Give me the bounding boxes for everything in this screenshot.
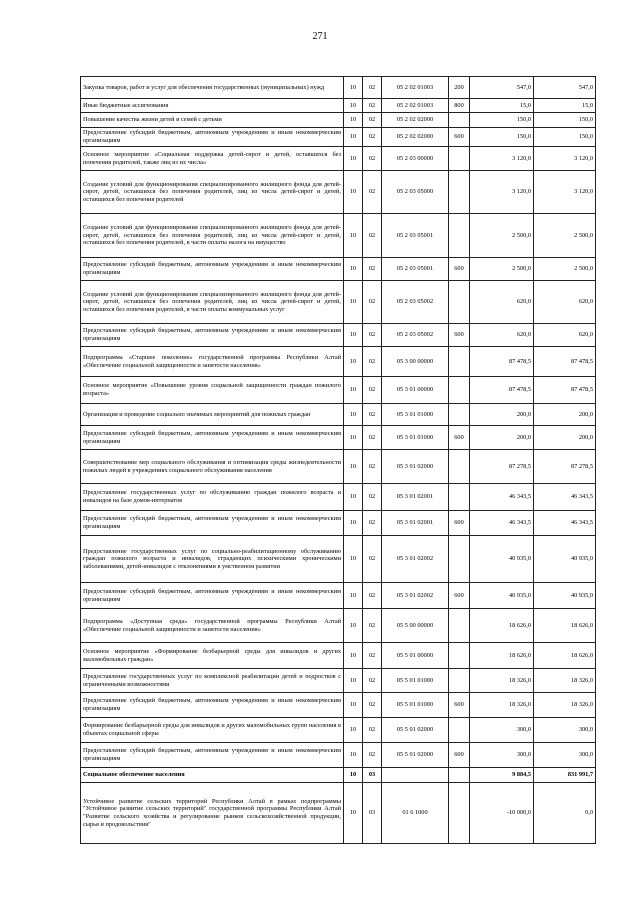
row-expense-type: 600 — [449, 258, 470, 281]
page-number: 271 — [312, 31, 328, 42]
row-amount-2: 150,0 — [534, 113, 596, 128]
row-subsection: 02 — [363, 214, 382, 258]
row-amount-1: 18 326,0 — [470, 693, 534, 718]
table-row — [81, 583, 596, 609]
table-row — [81, 77, 596, 99]
row-amount-2: 18 326,0 — [534, 693, 596, 718]
row-amount-1: 87 478,5 — [470, 377, 534, 404]
row-name: Основное мероприятие «Социальная поддержка детей-сирот и детей, оставшихся без попечения родителей, также лиц из их числа» — [81, 147, 344, 171]
row-amount-1: 18 626,0 — [470, 643, 534, 669]
row-target-article: 05 2 03 05002 — [382, 324, 449, 347]
row-target-article: 05 2 03 05001 — [382, 258, 449, 281]
row-name: Предоставление субсидий бюджетным, автономным учреждениям и иным некоммерческим организациям — [81, 693, 344, 718]
row-target-article: 05 3 01 02000 — [382, 450, 449, 484]
row-amount-2: 46 343,5 — [534, 484, 596, 511]
row-amount-1: 3 120,0 — [470, 147, 534, 171]
row-subsection: 02 — [363, 171, 382, 214]
row-subsection: 02 — [363, 484, 382, 511]
row-amount-1: 150,0 — [470, 113, 534, 128]
row-name: Устойчивое развитие сельских территорий Республики Алтай в рамках подпрограммы "Устойчивое развитие сельских территорий" государственной программы Республики Алтай "Развитие сельского хозяйства и регулирование рынков сельскохозяйственной продукции, сырья и продовольствия" — [81, 783, 344, 844]
table-row — [81, 536, 596, 583]
row-name: Предоставление субсидий бюджетным, автономным учреждениям и иным некоммерческим организациям — [81, 511, 344, 536]
row-amount-2: 15,0 — [534, 99, 596, 113]
row-expense-type — [449, 768, 470, 783]
row-section: 10 — [344, 147, 363, 171]
row-target-article: 05 5 01 00000 — [382, 643, 449, 669]
table-row — [81, 99, 596, 113]
row-amount-2: 150,0 — [534, 128, 596, 147]
table-row — [81, 743, 596, 768]
row-amount-1: 46 343,5 — [470, 511, 534, 536]
row-section: 10 — [344, 347, 363, 377]
row-target-article: 05 3 01 02002 — [382, 583, 449, 609]
row-target-article: 05 3 01 02002 — [382, 536, 449, 583]
row-target-article: 05 2 02 01003 — [382, 99, 449, 113]
row-subsection: 02 — [363, 347, 382, 377]
row-target-article: 05 3 01 02001 — [382, 511, 449, 536]
row-amount-2: 200,0 — [534, 426, 596, 450]
row-expense-type — [449, 281, 470, 324]
row-subsection: 02 — [363, 743, 382, 768]
row-subsection: 02 — [363, 609, 382, 643]
row-expense-type — [449, 404, 470, 426]
row-name: Повышение качества жизни детей и семей с детьми — [81, 113, 344, 128]
row-name: Создание условий для функционирования специализированного жилищного фонда для детей-сирот, детей, оставшихся без попечения родителей, лиц из числа детей-сирот и детей, оставшихся без попечения родителей, в части оплаты налога на имущество — [81, 214, 344, 258]
row-amount-2: 40 935,0 — [534, 583, 596, 609]
table-row — [81, 347, 596, 377]
row-name: Предоставление государственных услуг по социально-реабилитационному обслуживанию граждан пожилого возраста и инвалидов, страдающих психическими хроническими заболеваниями, детей-инвалидов с отклонениями в умственном развитии — [81, 536, 344, 583]
row-name: Предоставление государственных услуг по обслуживанию граждан пожилого возраста и инвалидов на базе домов-интернатов — [81, 484, 344, 511]
table-row — [81, 511, 596, 536]
row-section: 10 — [344, 583, 363, 609]
row-subsection: 02 — [363, 669, 382, 693]
row-name: Иные бюджетные ассигнования — [81, 99, 344, 113]
row-expense-type: 600 — [449, 693, 470, 718]
row-subsection: 02 — [363, 450, 382, 484]
row-expense-type: 600 — [449, 324, 470, 347]
row-expense-type: 800 — [449, 99, 470, 113]
row-subsection: 02 — [363, 404, 382, 426]
row-expense-type — [449, 484, 470, 511]
row-name: Предоставление субсидий бюджетным, автономным учреждениям и иным некоммерческим организациям — [81, 128, 344, 147]
row-amount-2: 3 120,0 — [534, 147, 596, 171]
row-target-article: 05 2 02 01003 — [382, 77, 449, 99]
row-target-article: 05 2 03 05002 — [382, 281, 449, 324]
row-amount-1: 3 120,0 — [470, 171, 534, 214]
row-subsection: 02 — [363, 583, 382, 609]
row-target-article: 05 2 03 05000 — [382, 171, 449, 214]
row-expense-type — [449, 214, 470, 258]
row-expense-type — [449, 536, 470, 583]
row-section: 10 — [344, 404, 363, 426]
row-name: Закупка товаров, работ и услуг для обеспечения государственных (муниципальных) нужд — [81, 77, 344, 99]
row-subsection: 02 — [363, 643, 382, 669]
row-name: Социальное обеспечение населения — [81, 768, 344, 783]
table-row — [81, 450, 596, 484]
row-target-article: 05 5 00 00000 — [382, 609, 449, 643]
table-row — [81, 643, 596, 669]
row-section: 10 — [344, 99, 363, 113]
row-amount-1: 200,0 — [470, 404, 534, 426]
row-section: 10 — [344, 171, 363, 214]
row-subsection: 02 — [363, 718, 382, 743]
row-name: Предоставление государственных услуг по комплексной реабилитации детей и подростков с ограниченными возможностями — [81, 669, 344, 693]
row-section: 10 — [344, 377, 363, 404]
table-row — [81, 404, 596, 426]
table-row — [81, 258, 596, 281]
row-target-article: 05 2 03 05001 — [382, 214, 449, 258]
row-amount-2: 2 500,0 — [534, 258, 596, 281]
row-name: Организация и проведение социально значимых мероприятий для пожилых граждан — [81, 404, 344, 426]
table-row — [81, 324, 596, 347]
row-amount-2: 18 626,0 — [534, 609, 596, 643]
row-target-article: 05 5 01 01000 — [382, 669, 449, 693]
row-amount-2: 18 626,0 — [534, 643, 596, 669]
row-section: 10 — [344, 258, 363, 281]
row-section: 10 — [344, 113, 363, 128]
row-section: 10 — [344, 426, 363, 450]
row-amount-1: 87 278,5 — [470, 450, 534, 484]
row-name: Предоставление субсидий бюджетным, автономным учреждениям и иным некоммерческим организациям — [81, 743, 344, 768]
row-subsection: 02 — [363, 693, 382, 718]
row-subsection: 02 — [363, 99, 382, 113]
row-amount-1: 87 478,5 — [470, 347, 534, 377]
row-amount-1: 40 935,0 — [470, 536, 534, 583]
row-target-article: 05 3 01 01000 — [382, 426, 449, 450]
row-name: Создание условий для функционирования специализированного жилищного фонда для детей-сирот, детей, оставшихся без попечения родителей, лиц из числа детей-сирот и детей, оставшихся без попечения родителей, в части оплаты коммунальных услуг — [81, 281, 344, 324]
row-subsection: 02 — [363, 281, 382, 324]
row-target-article: 05 3 01 02001 — [382, 484, 449, 511]
table-row — [81, 718, 596, 743]
row-name: Создание условий для функционирования специализированного жилищного фонда для детей-сирот, детей, оставшихся без попечения родителей, лиц из числа детей-сирот и детей, оставшихся без попечения родителей — [81, 171, 344, 214]
row-expense-type — [449, 643, 470, 669]
row-amount-1: 15,0 — [470, 99, 534, 113]
row-amount-1: 18 326,0 — [470, 669, 534, 693]
row-amount-2: 200,0 — [534, 404, 596, 426]
row-name: Предоставление субсидий бюджетным, автономным учреждениям и иным некоммерческим организациям — [81, 426, 344, 450]
row-amount-2: 300,0 — [534, 743, 596, 768]
row-section: 10 — [344, 693, 363, 718]
row-subsection: 03 — [363, 783, 382, 844]
row-target-article: 05 3 01 00000 — [382, 377, 449, 404]
table-row — [81, 214, 596, 258]
row-expense-type — [449, 347, 470, 377]
row-subsection: 02 — [363, 77, 382, 99]
budget-table — [80, 76, 596, 844]
row-section: 10 — [344, 536, 363, 583]
row-section: 10 — [344, 643, 363, 669]
table-row — [81, 426, 596, 450]
table-row — [81, 669, 596, 693]
row-section: 10 — [344, 718, 363, 743]
row-section: 10 — [344, 77, 363, 99]
row-target-article — [382, 768, 449, 783]
row-section: 10 — [344, 669, 363, 693]
row-target-article: 05 2 02 02000 — [382, 128, 449, 147]
row-target-article: 05 2 02 02000 — [382, 113, 449, 128]
row-expense-type: 600 — [449, 511, 470, 536]
row-amount-2: 2 500,0 — [534, 214, 596, 258]
row-section: 10 — [344, 743, 363, 768]
row-amount-1: 547,0 — [470, 77, 534, 99]
row-amount-1: -10 000,0 — [470, 783, 534, 844]
row-expense-type — [449, 450, 470, 484]
row-subsection: 02 — [363, 113, 382, 128]
row-amount-2: 87 478,5 — [534, 347, 596, 377]
row-amount-1: 300,0 — [470, 743, 534, 768]
row-name: Основное мероприятие «Формирование безбарьерной среды для инвалидов и других маломобильных граждан» — [81, 643, 344, 669]
table-row — [81, 171, 596, 214]
row-amount-1: 200,0 — [470, 426, 534, 450]
row-section: 10 — [344, 768, 363, 783]
row-subsection: 02 — [363, 426, 382, 450]
row-amount-2: 46 343,5 — [534, 511, 596, 536]
row-expense-type — [449, 669, 470, 693]
row-amount-2: 87 478,5 — [534, 377, 596, 404]
row-subsection: 02 — [363, 377, 382, 404]
row-name: Подпрограмма «Доступная среда» государственной программы Республики Алтай «Обеспечение социальной защищенности и занятости населения» — [81, 609, 344, 643]
row-section: 10 — [344, 281, 363, 324]
budget-table-body — [81, 77, 596, 844]
table-row — [81, 609, 596, 643]
table-row — [81, 377, 596, 404]
row-expense-type — [449, 609, 470, 643]
row-target-article: 05 3 00 00000 — [382, 347, 449, 377]
table-row — [81, 693, 596, 718]
table-row — [81, 113, 596, 128]
row-section: 10 — [344, 214, 363, 258]
row-target-article: 05 5 01 02000 — [382, 718, 449, 743]
table-row — [81, 128, 596, 147]
row-section: 10 — [344, 484, 363, 511]
row-amount-2: 620,0 — [534, 281, 596, 324]
row-target-article: 05 3 01 01000 — [382, 404, 449, 426]
row-name: Формирование безбарьерной среды для инвалидов и других маломобильных групп населения в объектах социальной сферы — [81, 718, 344, 743]
row-amount-1: 2 500,0 — [470, 258, 534, 281]
row-section: 10 — [344, 450, 363, 484]
row-amount-1: 2 500,0 — [470, 214, 534, 258]
row-subsection: 02 — [363, 324, 382, 347]
row-expense-type — [449, 377, 470, 404]
row-name: Совершенствование мер социального обслуживания и оптимизация среды жизнедеятельности пожилых людей в учреждениях социального обслуживания населения — [81, 450, 344, 484]
row-amount-1: 18 626,0 — [470, 609, 534, 643]
row-target-article: 05 5 01 02000 — [382, 743, 449, 768]
row-amount-2: 547,0 — [534, 77, 596, 99]
row-section: 10 — [344, 511, 363, 536]
row-amount-1: 9 884,5 — [470, 768, 534, 783]
row-section: 10 — [344, 783, 363, 844]
row-subsection: 02 — [363, 258, 382, 281]
table-row — [81, 783, 596, 844]
row-target-article: 01 6 1000 — [382, 783, 449, 844]
row-name: Предоставление субсидий бюджетным, автономным учреждениям и иным некоммерческим организациям — [81, 583, 344, 609]
row-expense-type — [449, 171, 470, 214]
row-section: 10 — [344, 324, 363, 347]
table-row — [81, 768, 596, 783]
row-target-article: 05 5 01 01000 — [382, 693, 449, 718]
row-expense-type — [449, 783, 470, 844]
row-subsection: 02 — [363, 536, 382, 583]
row-expense-type — [449, 718, 470, 743]
row-expense-type — [449, 147, 470, 171]
row-amount-1: 46 343,5 — [470, 484, 534, 511]
row-amount-2: 831 991,7 — [534, 768, 596, 783]
row-amount-2: 18 326,0 — [534, 669, 596, 693]
row-amount-1: 300,0 — [470, 718, 534, 743]
table-row — [81, 484, 596, 511]
row-name: Предоставление субсидий бюджетным, автономным учреждениям и иным некоммерческим организациям — [81, 324, 344, 347]
row-amount-2: 620,0 — [534, 324, 596, 347]
row-expense-type: 600 — [449, 743, 470, 768]
row-expense-type: 600 — [449, 426, 470, 450]
row-expense-type: 200 — [449, 77, 470, 99]
row-subsection: 03 — [363, 768, 382, 783]
row-amount-2: 0,0 — [534, 783, 596, 844]
row-name: Предоставление субсидий бюджетным, автономным учреждениям и иным некоммерческим организациям — [81, 258, 344, 281]
row-expense-type: 600 — [449, 128, 470, 147]
row-amount-1: 40 935,0 — [470, 583, 534, 609]
row-amount-1: 620,0 — [470, 324, 534, 347]
row-amount-2: 40 935,0 — [534, 536, 596, 583]
row-amount-2: 87 278,5 — [534, 450, 596, 484]
row-target-article: 05 2 03 00000 — [382, 147, 449, 171]
row-expense-type: 600 — [449, 583, 470, 609]
row-amount-2: 3 120,0 — [534, 171, 596, 214]
row-amount-2: 300,0 — [534, 718, 596, 743]
row-amount-1: 620,0 — [470, 281, 534, 324]
row-subsection: 02 — [363, 511, 382, 536]
table-row — [81, 147, 596, 171]
row-section: 10 — [344, 609, 363, 643]
row-subsection: 02 — [363, 147, 382, 171]
row-section: 10 — [344, 128, 363, 147]
row-expense-type — [449, 113, 470, 128]
row-name: Подпрограмма «Старшее поколение» государственной программы Республики Алтай «Обеспечение социальной защищенности и занятости населения» — [81, 347, 344, 377]
row-name: Основное мероприятие «Повышение уровня социальной защищенности граждан пожилого возраста» — [81, 377, 344, 404]
row-subsection: 02 — [363, 128, 382, 147]
row-amount-1: 150,0 — [470, 128, 534, 147]
table-row — [81, 281, 596, 324]
